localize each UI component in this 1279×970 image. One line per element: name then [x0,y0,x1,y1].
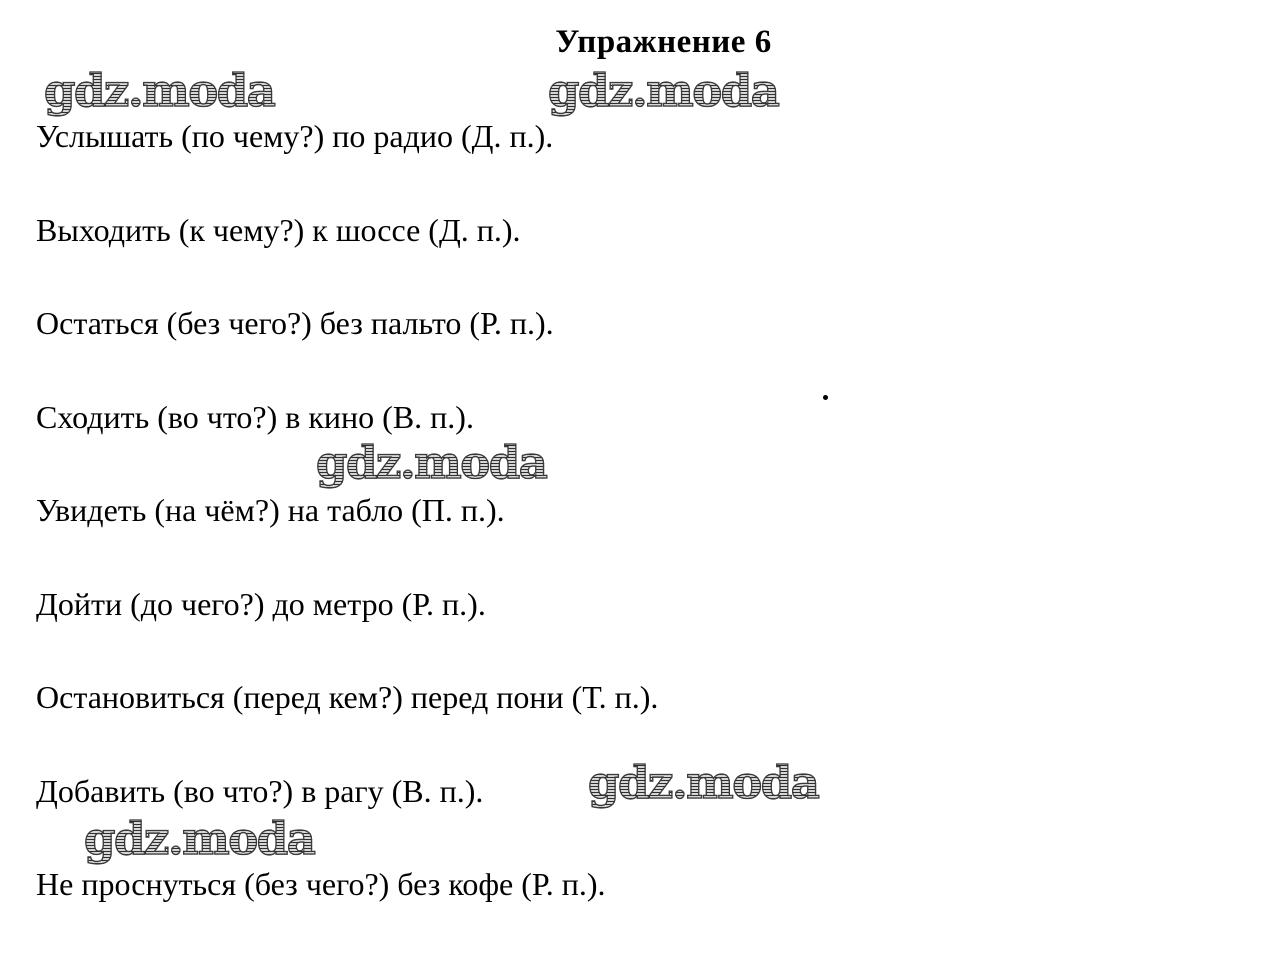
answer-line: Остановиться (перед кем?) перед пони (Т. п.). [36,679,659,715]
answer-line: Выходить (к чему?) к шоссе (Д. п.). [36,211,521,248]
answer-line: Не проснуться (без чего?) без кофе (Р. п.). [36,866,606,902]
answer-line: Дойти (до чего?) до метро (Р. п.). [36,585,486,622]
watermark-logo: gdz.moda [44,64,275,117]
watermark-logo: gdz.moda [84,812,315,865]
watermark-logo: gdz.moda [316,436,547,489]
exercise-title: Упражнение 6 [555,24,772,60]
answer-line: Сходить (во что?) в кино (В. п.). [36,398,474,435]
answer-line: Добавить (во что?) в рагу (В. п.). [36,772,484,809]
answer-line: Услышать (по чему?) по радио (Д. п.). [36,118,554,154]
answer-line: Увидеть (на чём?) на табло (П. п.). [36,492,505,528]
watermark-logo: gdz.moda [588,756,819,809]
stray-dot [823,395,828,400]
watermark-logo: gdz.moda [548,64,779,117]
answer-line: Остаться (без чего?) без пальто (Р. п.). [36,305,554,341]
